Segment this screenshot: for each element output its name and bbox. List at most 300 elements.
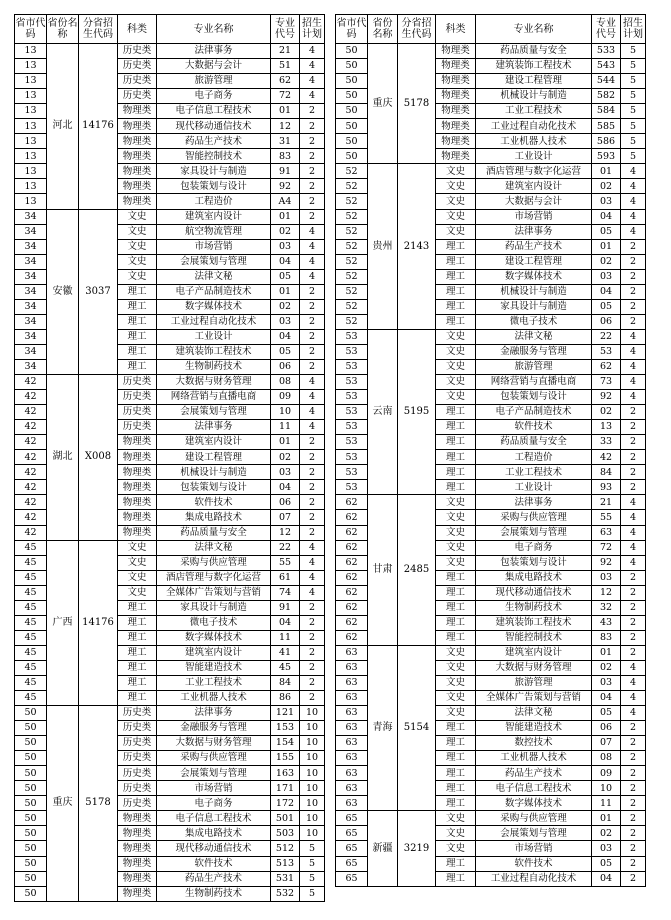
- prov-code-cell: 63: [336, 751, 368, 766]
- plan-cell: 2: [300, 344, 325, 359]
- prov-code-cell: 42: [15, 450, 47, 465]
- table-body: [15, 44, 325, 902]
- major-code-cell: 11: [592, 796, 621, 811]
- category-cell: 文史: [118, 585, 157, 600]
- major-name-cell: 法律文秘: [157, 540, 271, 555]
- plan-cell: 4: [621, 555, 646, 570]
- plan-cell: 2: [621, 811, 646, 826]
- prov-code-cell: 42: [15, 390, 47, 405]
- province-cell: 安徽: [47, 209, 79, 375]
- major-name-cell: 微电子技术: [476, 314, 592, 329]
- prov-code-cell: 63: [336, 721, 368, 736]
- plan-cell: 4: [621, 224, 646, 239]
- major-code-cell: 83: [592, 630, 621, 645]
- major-name-cell: 采购与供应管理: [476, 811, 592, 826]
- plan-cell: 2: [621, 254, 646, 269]
- category-cell: 物理类: [118, 465, 157, 480]
- major-code-cell: 513: [271, 856, 300, 871]
- major-code-cell: 503: [271, 826, 300, 841]
- major-name-cell: 电子商务: [476, 540, 592, 555]
- major-name-cell: 采购与供应管理: [157, 751, 271, 766]
- category-cell: 物理类: [118, 841, 157, 856]
- plan-cell: 10: [300, 706, 325, 721]
- major-code-cell: 62: [271, 74, 300, 89]
- plan-cell: 2: [621, 856, 646, 871]
- plan-cell: 5: [621, 44, 646, 59]
- major-name-cell: 法律事务: [476, 495, 592, 510]
- enrollment-table-left: [14, 14, 325, 902]
- major-name-cell: 工业机器人技术: [476, 751, 592, 766]
- prov-code-cell: 45: [15, 615, 47, 630]
- category-cell: 物理类: [118, 856, 157, 871]
- prov-code-cell: 13: [15, 164, 47, 179]
- major-code-cell: 05: [271, 269, 300, 284]
- prov-code-cell: 50: [15, 781, 47, 796]
- plan-cell: 4: [300, 269, 325, 284]
- header-plan: 招生计划: [621, 15, 646, 44]
- major-name-cell: 全媒体广告策划与营销: [157, 585, 271, 600]
- plan-cell: 4: [300, 420, 325, 435]
- prov-code-cell: 52: [336, 179, 368, 194]
- table-body: [336, 44, 646, 887]
- enroll-code-cell: 3219: [398, 811, 436, 886]
- prov-code-cell: 52: [336, 164, 368, 179]
- major-code-cell: 04: [271, 480, 300, 495]
- major-code-cell: 06: [271, 359, 300, 374]
- category-cell: 理工: [436, 239, 476, 254]
- plan-cell: 4: [300, 59, 325, 74]
- prov-code-cell: 53: [336, 375, 368, 390]
- category-cell: 理工: [118, 329, 157, 344]
- prov-code-cell: 62: [336, 510, 368, 525]
- table-row: [15, 44, 325, 59]
- plan-cell: 4: [300, 89, 325, 104]
- category-cell: 理工: [436, 615, 476, 630]
- category-cell: 理工: [436, 299, 476, 314]
- prov-code-cell: 50: [15, 871, 47, 886]
- major-code-cell: 73: [592, 375, 621, 390]
- major-name-cell: 智能控制技术: [476, 630, 592, 645]
- major-code-cell: 04: [271, 254, 300, 269]
- major-code-cell: 02: [592, 826, 621, 841]
- major-code-cell: 08: [592, 751, 621, 766]
- prov-code-cell: 50: [15, 751, 47, 766]
- major-name-cell: 旅游管理: [476, 675, 592, 690]
- major-name-cell: 建筑室内设计: [476, 645, 592, 660]
- major-code-cell: 532: [271, 886, 300, 901]
- prov-code-cell: 50: [15, 766, 47, 781]
- category-cell: 理工: [436, 435, 476, 450]
- major-name-cell: 建筑室内设计: [157, 435, 271, 450]
- category-cell: 理工: [436, 856, 476, 871]
- prov-code-cell: 50: [336, 134, 368, 149]
- major-name-cell: 现代移动通信技术: [157, 841, 271, 856]
- table-row: [336, 44, 646, 59]
- plan-cell: 4: [300, 405, 325, 420]
- major-code-cell: 04: [592, 209, 621, 224]
- major-name-cell: 数字媒体技术: [476, 796, 592, 811]
- major-name-cell: 智能控制技术: [157, 149, 271, 164]
- enroll-code-cell: 5154: [398, 645, 436, 811]
- category-cell: 历史类: [118, 706, 157, 721]
- category-cell: 理工: [436, 600, 476, 615]
- major-code-cell: 91: [271, 600, 300, 615]
- category-cell: 理工: [436, 751, 476, 766]
- category-cell: 物理类: [436, 149, 476, 164]
- major-code-cell: 11: [271, 420, 300, 435]
- category-cell: 理工: [118, 314, 157, 329]
- prov-code-cell: 42: [15, 420, 47, 435]
- prov-code-cell: 53: [336, 420, 368, 435]
- prov-code-cell: 50: [15, 826, 47, 841]
- major-code-cell: 55: [592, 510, 621, 525]
- plan-cell: 5: [300, 841, 325, 856]
- prov-code-cell: 34: [15, 314, 47, 329]
- category-cell: 文史: [436, 495, 476, 510]
- major-code-cell: 544: [592, 74, 621, 89]
- prov-code-cell: 63: [336, 796, 368, 811]
- prov-code-cell: 45: [15, 585, 47, 600]
- plan-cell: 4: [621, 344, 646, 359]
- category-cell: 物理类: [118, 149, 157, 164]
- category-cell: 物理类: [118, 435, 157, 450]
- major-code-cell: 74: [271, 585, 300, 600]
- category-cell: 历史类: [118, 390, 157, 405]
- major-code-cell: 07: [271, 510, 300, 525]
- plan-cell: 5: [300, 871, 325, 886]
- major-name-cell: 生物制药技术: [157, 886, 271, 901]
- plan-cell: 2: [621, 420, 646, 435]
- major-name-cell: 建筑室内设计: [476, 179, 592, 194]
- major-code-cell: 05: [592, 224, 621, 239]
- major-code-cell: 10: [271, 405, 300, 420]
- major-code-cell: 33: [592, 435, 621, 450]
- prov-code-cell: 42: [15, 480, 47, 495]
- major-code-cell: 63: [592, 525, 621, 540]
- major-code-cell: 32: [592, 600, 621, 615]
- major-code-cell: 02: [592, 405, 621, 420]
- header-category: 科类: [436, 15, 476, 44]
- category-cell: 历史类: [118, 74, 157, 89]
- major-name-cell: 市场营销: [476, 209, 592, 224]
- category-cell: 理工: [436, 570, 476, 585]
- prov-code-cell: 53: [336, 435, 368, 450]
- prov-code-cell: 50: [336, 104, 368, 119]
- major-code-cell: 02: [592, 179, 621, 194]
- plan-cell: 10: [300, 796, 325, 811]
- header-category: 科类: [118, 15, 157, 44]
- major-name-cell: 电子信息工程技术: [157, 104, 271, 119]
- prov-code-cell: 52: [336, 254, 368, 269]
- table-header-row: [15, 15, 325, 44]
- prov-code-cell: 42: [15, 435, 47, 450]
- category-cell: 理工: [118, 299, 157, 314]
- category-cell: 理工: [436, 465, 476, 480]
- prov-code-cell: 52: [336, 269, 368, 284]
- major-name-cell: 家具设计与制造: [157, 164, 271, 179]
- major-name-cell: 市场营销: [157, 239, 271, 254]
- plan-cell: 5: [621, 119, 646, 134]
- prov-code-cell: 13: [15, 44, 47, 59]
- category-cell: 理工: [436, 480, 476, 495]
- major-name-cell: 全媒体广告策划与营销: [476, 691, 592, 706]
- enroll-code-cell: 3037: [79, 209, 118, 375]
- major-name-cell: 工业机器人技术: [476, 134, 592, 149]
- category-cell: 文史: [436, 344, 476, 359]
- major-name-cell: 建筑室内设计: [157, 209, 271, 224]
- major-code-cell: 01: [592, 811, 621, 826]
- category-cell: 物理类: [118, 525, 157, 540]
- prov-code-cell: 13: [15, 194, 47, 209]
- major-name-cell: 建筑装饰工程技术: [476, 59, 592, 74]
- table-row: [15, 706, 325, 721]
- enroll-code-cell: 2143: [398, 164, 436, 330]
- plan-cell: 2: [300, 525, 325, 540]
- category-cell: 文史: [118, 269, 157, 284]
- plan-cell: 4: [300, 224, 325, 239]
- table-row: [336, 645, 646, 660]
- major-name-cell: 药品生产技术: [476, 766, 592, 781]
- prov-code-cell: 65: [336, 856, 368, 871]
- table-header-row: [336, 15, 646, 44]
- plan-cell: 4: [621, 540, 646, 555]
- major-code-cell: 42: [592, 450, 621, 465]
- category-cell: 文史: [436, 390, 476, 405]
- prov-code-cell: 13: [15, 134, 47, 149]
- category-cell: 物理类: [118, 886, 157, 901]
- major-code-cell: 11: [271, 630, 300, 645]
- category-cell: 文史: [436, 645, 476, 660]
- major-name-cell: 电子信息工程技术: [476, 781, 592, 796]
- major-code-cell: 07: [592, 736, 621, 751]
- plan-cell: 10: [300, 721, 325, 736]
- plan-cell: 2: [621, 299, 646, 314]
- prov-code-cell: 52: [336, 284, 368, 299]
- plan-cell: 2: [621, 766, 646, 781]
- major-code-cell: 163: [271, 766, 300, 781]
- category-cell: 文史: [436, 375, 476, 390]
- category-cell: 物理类: [436, 134, 476, 149]
- prov-code-cell: 42: [15, 510, 47, 525]
- major-name-cell: 建筑装饰工程技术: [476, 615, 592, 630]
- major-name-cell: 生物制药技术: [157, 359, 271, 374]
- category-cell: 历史类: [118, 796, 157, 811]
- prov-code-cell: 52: [336, 299, 368, 314]
- major-code-cell: 03: [592, 675, 621, 690]
- major-name-cell: 生物制药技术: [476, 600, 592, 615]
- major-name-cell: 工业设计: [476, 480, 592, 495]
- prov-code-cell: 34: [15, 254, 47, 269]
- major-code-cell: 582: [592, 89, 621, 104]
- major-name-cell: 药品质量与安全: [476, 44, 592, 59]
- major-code-cell: 86: [271, 691, 300, 706]
- category-cell: 文史: [436, 675, 476, 690]
- major-name-cell: 网络营销与直播电商: [157, 390, 271, 405]
- prov-code-cell: 34: [15, 224, 47, 239]
- major-name-cell: 电子商务: [157, 796, 271, 811]
- plan-cell: 4: [621, 179, 646, 194]
- plan-cell: 10: [300, 826, 325, 841]
- prov-code-cell: 13: [15, 74, 47, 89]
- plan-cell: 2: [621, 600, 646, 615]
- plan-cell: 2: [300, 194, 325, 209]
- major-code-cell: 02: [271, 224, 300, 239]
- major-code-cell: 01: [271, 284, 300, 299]
- major-name-cell: 会展策划与管理: [157, 405, 271, 420]
- category-cell: 物理类: [118, 480, 157, 495]
- major-code-cell: 10: [592, 781, 621, 796]
- enroll-code-cell: 14176: [79, 44, 118, 210]
- major-code-cell: 586: [592, 134, 621, 149]
- major-name-cell: 机械设计与制造: [476, 284, 592, 299]
- table-row: [336, 495, 646, 510]
- category-cell: 理工: [118, 691, 157, 706]
- major-code-cell: 72: [271, 89, 300, 104]
- major-code-cell: 22: [271, 540, 300, 555]
- category-cell: 理工: [118, 344, 157, 359]
- major-code-cell: 92: [592, 555, 621, 570]
- prov-code-cell: 42: [15, 525, 47, 540]
- major-code-cell: 512: [271, 841, 300, 856]
- plan-cell: 2: [300, 495, 325, 510]
- category-cell: 历史类: [118, 420, 157, 435]
- prov-code-cell: 13: [15, 59, 47, 74]
- major-code-cell: 531: [271, 871, 300, 886]
- category-cell: 文史: [436, 826, 476, 841]
- category-cell: 物理类: [118, 450, 157, 465]
- major-code-cell: 04: [592, 284, 621, 299]
- plan-cell: 2: [300, 284, 325, 299]
- prov-code-cell: 62: [336, 525, 368, 540]
- prov-code-cell: 50: [15, 736, 47, 751]
- category-cell: 理工: [118, 645, 157, 660]
- major-code-cell: 584: [592, 104, 621, 119]
- plan-cell: 2: [621, 615, 646, 630]
- prov-code-cell: 45: [15, 540, 47, 555]
- major-code-cell: 171: [271, 781, 300, 796]
- major-name-cell: 采购与供应管理: [476, 510, 592, 525]
- major-code-cell: 91: [271, 164, 300, 179]
- major-name-cell: 建设工程管理: [476, 254, 592, 269]
- category-cell: 文史: [118, 570, 157, 585]
- major-name-cell: 药品质量与安全: [157, 525, 271, 540]
- prov-code-cell: 13: [15, 89, 47, 104]
- category-cell: 历史类: [118, 736, 157, 751]
- major-code-cell: 93: [592, 480, 621, 495]
- plan-cell: 4: [621, 675, 646, 690]
- category-cell: 历史类: [118, 751, 157, 766]
- enroll-code-cell: X008: [79, 375, 118, 541]
- header-enroll-code: 分省招生代码: [79, 15, 118, 44]
- province-cell: 新疆: [368, 811, 398, 886]
- major-code-cell: 04: [592, 691, 621, 706]
- major-name-cell: 软件技术: [476, 856, 592, 871]
- table-row: [15, 209, 325, 224]
- province-cell: 青海: [368, 645, 398, 811]
- plan-cell: 2: [300, 149, 325, 164]
- major-code-cell: 09: [271, 390, 300, 405]
- major-name-cell: 法律文秘: [476, 706, 592, 721]
- prov-code-cell: 45: [15, 645, 47, 660]
- plan-cell: 2: [300, 480, 325, 495]
- major-code-cell: 585: [592, 119, 621, 134]
- category-cell: 历史类: [118, 89, 157, 104]
- major-name-cell: 工程造价: [476, 450, 592, 465]
- category-cell: 文史: [118, 540, 157, 555]
- table-row: [336, 329, 646, 344]
- prov-code-cell: 42: [15, 405, 47, 420]
- province-cell: 广西: [47, 540, 79, 706]
- province-cell: 甘肃: [368, 495, 398, 645]
- plan-cell: 5: [621, 59, 646, 74]
- header-province: 省份名称: [368, 15, 398, 44]
- prov-code-cell: 42: [15, 495, 47, 510]
- plan-cell: 4: [300, 540, 325, 555]
- major-name-cell: 金融服务与管理: [476, 344, 592, 359]
- major-code-cell: 01: [592, 645, 621, 660]
- plan-cell: 4: [621, 375, 646, 390]
- major-code-cell: 01: [592, 164, 621, 179]
- major-name-cell: 大数据与财务管理: [476, 660, 592, 675]
- plan-cell: 4: [621, 510, 646, 525]
- plan-cell: 2: [621, 450, 646, 465]
- prov-code-cell: 45: [15, 600, 47, 615]
- prov-code-cell: 45: [15, 630, 47, 645]
- prov-code-cell: 53: [336, 450, 368, 465]
- province-cell: 贵州: [368, 164, 398, 330]
- prov-code-cell: 50: [336, 44, 368, 59]
- prov-code-cell: 63: [336, 706, 368, 721]
- major-code-cell: 02: [271, 450, 300, 465]
- plan-cell: 2: [621, 480, 646, 495]
- category-cell: 理工: [118, 615, 157, 630]
- major-name-cell: 数字媒体技术: [157, 630, 271, 645]
- prov-code-cell: 52: [336, 224, 368, 239]
- plan-cell: 2: [621, 465, 646, 480]
- header-plan: 招生计划: [300, 15, 325, 44]
- plan-cell: 2: [300, 630, 325, 645]
- prov-code-cell: 63: [336, 660, 368, 675]
- category-cell: 物理类: [436, 74, 476, 89]
- category-cell: 物理类: [118, 179, 157, 194]
- plan-cell: 2: [621, 826, 646, 841]
- major-name-cell: 大数据与会计: [157, 59, 271, 74]
- major-code-cell: 83: [271, 149, 300, 164]
- major-name-cell: 电子商务: [157, 89, 271, 104]
- category-cell: 物理类: [118, 119, 157, 134]
- category-cell: 历史类: [118, 375, 157, 390]
- prov-code-cell: 50: [15, 811, 47, 826]
- major-code-cell: 01: [592, 239, 621, 254]
- prov-code-cell: 65: [336, 826, 368, 841]
- plan-cell: 2: [300, 299, 325, 314]
- prov-code-cell: 53: [336, 359, 368, 374]
- major-name-cell: 机械设计与制造: [157, 465, 271, 480]
- category-cell: 文史: [436, 194, 476, 209]
- plan-cell: 2: [621, 841, 646, 856]
- plan-cell: 10: [300, 811, 325, 826]
- major-code-cell: 12: [592, 585, 621, 600]
- major-name-cell: 旅游管理: [157, 74, 271, 89]
- plan-cell: 2: [621, 284, 646, 299]
- major-name-cell: 工业过程自动化技术: [476, 871, 592, 886]
- plan-cell: 4: [621, 390, 646, 405]
- category-cell: 物理类: [436, 119, 476, 134]
- enroll-code-cell: 5178: [398, 44, 436, 164]
- category-cell: 文史: [118, 209, 157, 224]
- major-name-cell: 药品生产技术: [157, 871, 271, 886]
- plan-cell: 5: [621, 89, 646, 104]
